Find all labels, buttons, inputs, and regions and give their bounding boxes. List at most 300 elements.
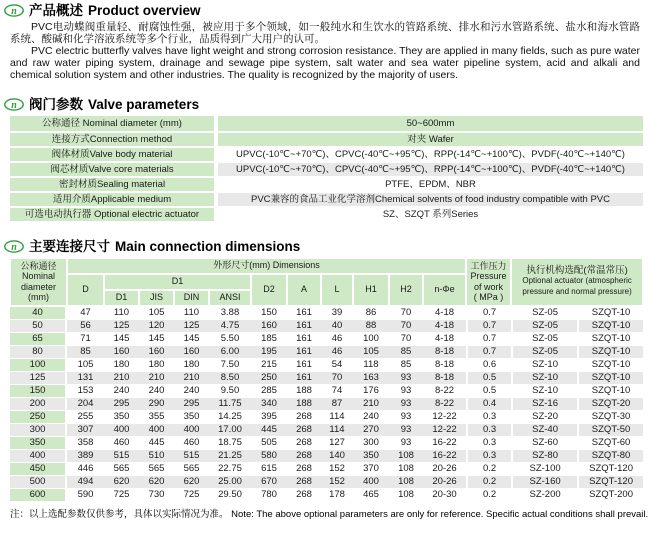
- dimension-cell: 160: [104, 345, 139, 358]
- dimension-cell: 8-22: [423, 384, 466, 397]
- dimension-cell: 70: [389, 332, 423, 345]
- dimension-cell: 108: [389, 449, 423, 462]
- dimension-cell: 460: [104, 436, 139, 449]
- header-line: of work: [474, 281, 504, 292]
- dimension-cell: 358: [67, 436, 104, 449]
- heading-zh: 阀门参数: [29, 96, 83, 112]
- table-row: [10, 462, 643, 475]
- col-group-dimensions: 外形尺寸(mm) Dimensions: [67, 258, 466, 274]
- nominal-diameter-cell: 350: [10, 436, 67, 449]
- heading-en: Main connection dimensions: [115, 238, 301, 254]
- dimension-cell: 150: [251, 306, 287, 319]
- dimension-cell: 18.75: [209, 436, 251, 449]
- dimension-cell: 161: [287, 319, 321, 332]
- header-line: 公称通径: [20, 260, 57, 271]
- parameter-row: [10, 191, 643, 206]
- table-row: [10, 319, 643, 332]
- col-header-nominal-diameter: [10, 258, 67, 306]
- dimension-cell: 161: [287, 358, 321, 371]
- dimension-cell: 620: [174, 475, 209, 488]
- brand-oval-icon: [4, 4, 24, 17]
- dimension-cell: 268: [287, 449, 321, 462]
- dimension-cell: 54: [321, 358, 353, 371]
- parameter-row: [10, 116, 643, 131]
- nominal-diameter-cell: 80: [10, 345, 67, 358]
- dimension-cell: 494: [67, 475, 104, 488]
- table-row: [10, 488, 643, 501]
- header-line: 执行机构选配(常温常压): [526, 264, 628, 276]
- dimension-cell: 460: [174, 436, 209, 449]
- dimension-cell: 295: [104, 397, 139, 410]
- dimension-cell: 370: [353, 462, 389, 475]
- table-row: [10, 358, 643, 371]
- dimension-cell: SZ-05: [511, 319, 577, 332]
- table-row: [10, 475, 643, 488]
- col-header-D2: D2: [251, 274, 287, 306]
- nominal-diameter-cell: 400: [10, 449, 67, 462]
- footnote-en: Note: The above optional parameters are only for reference. Specific actual conditions shall prevail.: [231, 508, 649, 520]
- dimension-cell: 161: [287, 345, 321, 358]
- header-row-groups: [10, 258, 643, 274]
- svg-text:n: n: [11, 241, 17, 253]
- dimension-cell: 185: [251, 332, 287, 345]
- dimension-cell: 0.2: [466, 462, 511, 475]
- dimension-cell: SZQT-10: [577, 371, 643, 384]
- parameter-label: 适用介质Applicable medium: [10, 191, 218, 206]
- dimension-cell: 395: [251, 410, 287, 423]
- dimension-cell: 14.25: [209, 410, 251, 423]
- main-dimensions-heading: [4, 236, 650, 254]
- dimension-cell: 210: [174, 371, 209, 384]
- dimension-cell: 46: [321, 332, 353, 345]
- parameter-value: UPVC(-10℃~+70℃)、CPVC(-40℃~+95℃)、RPP(-14℃~+100℃)、PVDF(-40℃~+140℃): [218, 161, 643, 176]
- valve-parameters-table: [10, 116, 643, 221]
- col-header-ANSI: ANSI: [209, 290, 251, 306]
- dimension-cell: 445: [139, 436, 174, 449]
- dimension-cell: 12-22: [423, 410, 466, 423]
- dimension-cell: 307: [67, 423, 104, 436]
- dimension-cell: 93: [389, 410, 423, 423]
- table-row: [10, 423, 643, 436]
- parameter-value: PVC兼容的食品工业化学溶剂Chemical solvents of food industry compatible with PVC: [218, 191, 643, 206]
- dimension-cell: 268: [287, 436, 321, 449]
- dimension-cell: 70: [321, 371, 353, 384]
- heading-zh: 主要连接尺寸: [29, 238, 110, 254]
- dimension-cell: 180: [174, 358, 209, 371]
- dimension-cell: 268: [287, 423, 321, 436]
- parameter-row: [10, 176, 643, 191]
- dimension-cell: 465: [353, 488, 389, 501]
- dimension-cell: 780: [251, 488, 287, 501]
- dimension-cell: 46: [321, 345, 353, 358]
- dimension-cell: 240: [353, 410, 389, 423]
- dimension-cell: 4-18: [423, 332, 466, 345]
- dimension-cell: 0.3: [466, 410, 511, 423]
- dimension-cell: SZQT-10: [577, 332, 643, 345]
- dimension-cell: 204: [67, 397, 104, 410]
- footnote: [10, 508, 649, 521]
- col-header-L: L: [321, 274, 353, 306]
- dimension-cell: 125: [174, 319, 209, 332]
- footnote-zh: 注：以上选配参数仅供参考，具体以实际情况为准。: [10, 508, 229, 520]
- dimension-cell: 7.50: [209, 358, 251, 371]
- dimension-cell: 565: [139, 462, 174, 475]
- dimension-cell: 93: [389, 384, 423, 397]
- table-row: [10, 384, 643, 397]
- table-row: [10, 332, 643, 345]
- parameter-label: 公称通径 Nominal diameter (mm): [10, 116, 218, 131]
- dimension-cell: 210: [353, 397, 389, 410]
- dimension-cell: 74: [321, 384, 353, 397]
- dimension-cell: 153: [67, 384, 104, 397]
- dimension-cell: 93: [389, 436, 423, 449]
- dimension-cell: 350: [353, 449, 389, 462]
- dimension-cell: 615: [251, 462, 287, 475]
- dimension-cell: 152: [321, 475, 353, 488]
- dimension-cell: SZQT-120: [577, 475, 643, 488]
- heading-zh: 产品概述: [29, 3, 83, 18]
- dimension-cell: SZQT-30: [577, 410, 643, 423]
- dimension-cell: 71: [67, 332, 104, 345]
- dimension-cell: SZ-20: [511, 410, 577, 423]
- dimension-cell: 20-26: [423, 475, 466, 488]
- dimension-cell: SZ-80: [511, 449, 577, 462]
- dimension-cell: SZ-10: [511, 371, 577, 384]
- dimension-cell: 85: [389, 345, 423, 358]
- table-row: [10, 410, 643, 423]
- dimension-cell: 340: [251, 397, 287, 410]
- dimension-cell: 87: [321, 397, 353, 410]
- header-line: Nominal: [21, 271, 55, 282]
- dimension-cell: 145: [139, 332, 174, 345]
- dimension-cell: SZ-10: [511, 384, 577, 397]
- dimension-cell: SZQT-10: [577, 345, 643, 358]
- dimension-cell: SZQT-200: [577, 488, 643, 501]
- svg-text:n: n: [11, 5, 17, 17]
- dimension-cell: 125: [104, 319, 139, 332]
- dimension-cell: 5.50: [209, 332, 251, 345]
- nominal-diameter-cell: 50: [10, 319, 67, 332]
- dimension-cell: SZQT-10: [577, 384, 643, 397]
- dimension-cell: 300: [353, 436, 389, 449]
- dimension-cell: 268: [287, 462, 321, 475]
- dimensions-table: [10, 258, 643, 501]
- parameter-row: [10, 146, 643, 161]
- dimension-cell: 110: [174, 306, 209, 319]
- dimension-cell: 176: [353, 384, 389, 397]
- dimension-cell: 0.7: [466, 345, 511, 358]
- dimension-cell: 350: [104, 410, 139, 423]
- nominal-diameter-cell: 100: [10, 358, 67, 371]
- dimension-cell: 0.7: [466, 306, 511, 319]
- dimension-cell: 510: [139, 449, 174, 462]
- dimension-cell: 400: [104, 423, 139, 436]
- dimension-cell: 400: [174, 423, 209, 436]
- dimension-cell: 17.00: [209, 423, 251, 436]
- dimension-cell: 215: [251, 358, 287, 371]
- product-overview-heading: [4, 0, 650, 18]
- parameter-row: [10, 206, 643, 221]
- dimension-cell: 188: [287, 384, 321, 397]
- dimension-cell: 120: [139, 319, 174, 332]
- dimension-cell: 515: [174, 449, 209, 462]
- dimension-cell: 446: [67, 462, 104, 475]
- brand-oval-icon: [4, 240, 24, 253]
- dimension-cell: 210: [139, 371, 174, 384]
- dimension-cell: 355: [139, 410, 174, 423]
- col-header-pressure: [466, 258, 511, 306]
- dimension-cell: 515: [104, 449, 139, 462]
- dimension-cell: 0.2: [466, 475, 511, 488]
- dimension-cell: 268: [287, 410, 321, 423]
- dimension-cell: 725: [174, 488, 209, 501]
- header-line: diameter: [20, 281, 56, 292]
- dimension-cell: SZQT-50: [577, 423, 643, 436]
- dimension-cell: SZ-200: [511, 488, 577, 501]
- dimension-cell: 0.2: [466, 488, 511, 501]
- dimension-cell: 161: [287, 371, 321, 384]
- parameter-value: PTFE、EPDM、NBR: [218, 176, 643, 191]
- col-header-D1: D1: [104, 290, 139, 306]
- header-line: Pressure: [470, 271, 507, 282]
- dimension-cell: 178: [321, 488, 353, 501]
- dimension-cell: 3.88: [209, 306, 251, 319]
- dimension-cell: 20-26: [423, 462, 466, 475]
- table-row: [10, 306, 643, 319]
- dimension-cell: SZQT-60: [577, 436, 643, 449]
- dimension-cell: 131: [67, 371, 104, 384]
- dimension-cell: 118: [353, 358, 389, 371]
- dimension-cell: 105: [353, 345, 389, 358]
- parameter-label: 阀体材质Valve body material: [10, 146, 218, 161]
- dimension-cell: 47: [67, 306, 104, 319]
- heading-en: Product overview: [88, 3, 201, 18]
- table-row: [10, 345, 643, 358]
- dimension-cell: SZ-05: [511, 332, 577, 345]
- dimension-cell: 25.00: [209, 475, 251, 488]
- dimension-cell: SZ-10: [511, 358, 577, 371]
- dimension-cell: 127: [321, 436, 353, 449]
- dimension-cell: 730: [139, 488, 174, 501]
- dimension-cell: SZQT-80: [577, 449, 643, 462]
- valve-parameters-table-body: [10, 116, 643, 221]
- dimension-cell: 70: [389, 319, 423, 332]
- dimension-cell: SZ-05: [511, 345, 577, 358]
- dimension-cell: 0.3: [466, 449, 511, 462]
- dimension-cell: 285: [251, 384, 287, 397]
- dimension-cell: 108: [389, 475, 423, 488]
- parameter-value: UPVC(-10℃~+70℃)、CPVC(-40℃~+95℃)、RPP(-14℃~+100℃)、PVDF(-40℃~+140℃): [218, 146, 643, 161]
- col-header-n-phi-e: n-Φe: [423, 274, 466, 306]
- dimension-cell: 161: [287, 332, 321, 345]
- table-row: [10, 371, 643, 384]
- dimension-cell: 240: [139, 384, 174, 397]
- col-header-JIS: JIS: [139, 290, 174, 306]
- dimension-cell: 88: [353, 319, 389, 332]
- dimension-cell: SZQT-10: [577, 358, 643, 371]
- dimension-cell: 70: [389, 306, 423, 319]
- heading-en: Valve parameters: [88, 96, 200, 112]
- nominal-diameter-cell: 500: [10, 475, 67, 488]
- parameter-label: 可选电动执行器 Optional electric actuator: [10, 206, 218, 221]
- dimension-cell: 4.75: [209, 319, 251, 332]
- dimension-cell: 0.7: [466, 332, 511, 345]
- dimension-cell: 0.5: [466, 384, 511, 397]
- dimension-cell: 4-18: [423, 319, 466, 332]
- dimension-cell: 114: [321, 410, 353, 423]
- dimension-cell: 268: [287, 488, 321, 501]
- dimension-cell: 670: [251, 475, 287, 488]
- dimension-cell: 152: [321, 462, 353, 475]
- dimension-cell: SZQT-20: [577, 397, 643, 410]
- dimension-cell: SZQT-120: [577, 462, 643, 475]
- dimension-cell: SZ-40: [511, 423, 577, 436]
- dimension-cell: 8-18: [423, 371, 466, 384]
- nominal-diameter-cell: 600: [10, 488, 67, 501]
- dimension-cell: 725: [104, 488, 139, 501]
- dimension-cell: 160: [174, 345, 209, 358]
- col-header-H2: H2: [389, 274, 423, 306]
- dimension-cell: 255: [67, 410, 104, 423]
- overview-paragraph-en: PVC electric butterfly valves have light weight and strong corrosion resistance. They are applied in many fields, such as pure water and raw water piping system, drainage and sewage pipe system, salt water and sea water pipeline system, acid and alkali and chemical solution system and other industries. The quality is recognized by the majority of users.: [10, 44, 640, 81]
- dimension-cell: SZ-16: [511, 397, 577, 410]
- parameter-row: [10, 131, 643, 146]
- dimension-cell: 565: [174, 462, 209, 475]
- dimension-cell: 620: [139, 475, 174, 488]
- dimension-cell: SZQT-10: [577, 306, 643, 319]
- parameter-label: 密封材质Sealing material: [10, 176, 218, 191]
- dimension-cell: 39: [321, 306, 353, 319]
- dimension-cell: 110: [104, 306, 139, 319]
- dimension-cell: 8-18: [423, 358, 466, 371]
- dimension-cell: 163: [353, 371, 389, 384]
- dimension-cell: 145: [174, 332, 209, 345]
- col-group-actuator: [511, 258, 643, 306]
- dimension-cell: 0.7: [466, 319, 511, 332]
- dimension-cell: 270: [353, 423, 389, 436]
- parameter-value: 50~600mm: [218, 116, 643, 131]
- dimension-cell: 195: [251, 345, 287, 358]
- dimension-cell: 8.50: [209, 371, 251, 384]
- dimension-cell: 16-22: [423, 449, 466, 462]
- dimension-cell: 4-18: [423, 306, 466, 319]
- dimension-cell: 0.4: [466, 397, 511, 410]
- dimension-cell: SZ-100: [511, 462, 577, 475]
- dimension-cell: 180: [104, 358, 139, 371]
- dimension-cell: 93: [389, 423, 423, 436]
- dimension-cell: 85: [67, 345, 104, 358]
- dimension-cell: 105: [67, 358, 104, 371]
- dimension-cell: 250: [251, 371, 287, 384]
- dimension-cell: 505: [251, 436, 287, 449]
- dimension-cell: 145: [104, 332, 139, 345]
- parameter-label: 阀芯材质Valve core materials: [10, 161, 218, 176]
- col-header-DIN: DIN: [174, 290, 209, 306]
- dimension-cell: SZ-60: [511, 436, 577, 449]
- nominal-diameter-cell: 450: [10, 462, 67, 475]
- dimension-cell: 108: [389, 462, 423, 475]
- dimension-cell: 210: [104, 371, 139, 384]
- dimension-cell: 6.00: [209, 345, 251, 358]
- dimension-cell: 21.25: [209, 449, 251, 462]
- dimension-cell: 29.50: [209, 488, 251, 501]
- dimension-cell: 295: [174, 397, 209, 410]
- dimensions-table-body: [10, 306, 643, 501]
- col-header-H1: H1: [353, 274, 389, 306]
- dimension-cell: 22.75: [209, 462, 251, 475]
- dimension-cell: 105: [139, 306, 174, 319]
- dimension-cell: 11.75: [209, 397, 251, 410]
- dimension-cell: 180: [139, 358, 174, 371]
- col-header-A: A: [287, 274, 321, 306]
- dimension-cell: 86: [353, 306, 389, 319]
- dimension-cell: 0.6: [466, 358, 511, 371]
- dimension-cell: 389: [67, 449, 104, 462]
- dimension-cell: 240: [104, 384, 139, 397]
- product-overview-text: [10, 22, 640, 82]
- dimension-cell: 20-30: [423, 488, 466, 501]
- dimension-cell: 114: [321, 423, 353, 436]
- dimension-cell: 160: [251, 319, 287, 332]
- nominal-diameter-cell: 200: [10, 397, 67, 410]
- dimension-cell: 565: [104, 462, 139, 475]
- dimension-cell: 350: [174, 410, 209, 423]
- valve-parameters-heading: [4, 94, 650, 112]
- parameter-value: 对夹 Wafer: [218, 131, 643, 146]
- dimension-cell: 93: [389, 371, 423, 384]
- dimension-cell: 9.50: [209, 384, 251, 397]
- dimension-cell: 268: [287, 475, 321, 488]
- dimension-cell: 400: [139, 423, 174, 436]
- table-row: [10, 436, 643, 449]
- nominal-diameter-cell: 125: [10, 371, 67, 384]
- nominal-diameter-cell: 40: [10, 306, 67, 319]
- dimension-cell: 590: [67, 488, 104, 501]
- dimension-cell: 140: [321, 449, 353, 462]
- dimension-cell: SZQT-10: [577, 319, 643, 332]
- dimension-cell: 8-18: [423, 345, 466, 358]
- header-line: (mm): [28, 292, 49, 303]
- dimension-cell: 100: [353, 332, 389, 345]
- dimension-cell: 93: [389, 397, 423, 410]
- header-line: Optional actuator (atmospheric: [522, 276, 632, 286]
- dimension-cell: 16-22: [423, 436, 466, 449]
- overview-paragraph-zh: PVC电动蝶阀重量轻、耐腐蚀性强，被应用于多个领域，如一般纯水和生饮水的管路系统、排水和污水管路系统、盐水和海水管路系统、酸碱和化学溶液系统等多个行业，品质得到广大用户的认可。: [10, 21, 640, 45]
- dimension-cell: 8-22: [423, 397, 466, 410]
- table-row: [10, 449, 643, 462]
- parameter-label: 连接方式Connection method: [10, 131, 218, 146]
- dimension-cell: 85: [389, 358, 423, 371]
- dimension-cell: 12-22: [423, 423, 466, 436]
- dimension-cell: 40: [321, 319, 353, 332]
- brand-oval-icon: [4, 98, 24, 111]
- dimension-cell: 445: [251, 423, 287, 436]
- dimension-cell: 0.5: [466, 371, 511, 384]
- header-line: 工作压力: [470, 260, 507, 271]
- dimension-cell: 290: [139, 397, 174, 410]
- dimension-cell: 161: [287, 306, 321, 319]
- dimension-cell: SZ-05: [511, 306, 577, 319]
- header-line: ( MPa ): [473, 292, 504, 303]
- dimension-cell: 580: [251, 449, 287, 462]
- parameter-row: [10, 161, 643, 176]
- nominal-diameter-cell: 300: [10, 423, 67, 436]
- nominal-diameter-cell: 250: [10, 410, 67, 423]
- dimension-cell: 0.3: [466, 423, 511, 436]
- dimension-cell: 240: [174, 384, 209, 397]
- nominal-diameter-cell: 150: [10, 384, 67, 397]
- dimension-cell: 56: [67, 319, 104, 332]
